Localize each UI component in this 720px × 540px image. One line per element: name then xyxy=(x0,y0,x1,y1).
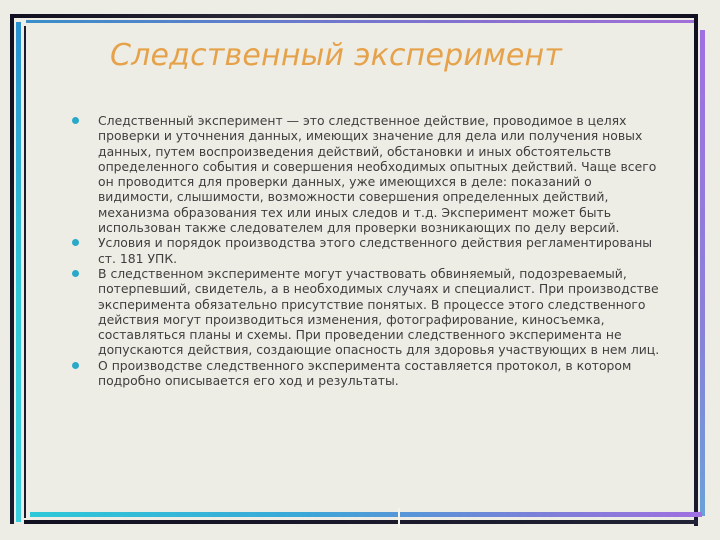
frame-bottom-tick xyxy=(398,508,400,528)
frame-left-dark xyxy=(10,14,14,524)
bullet-text: Следственный эксперимент — это следственное действие, проводимое в целях проверки и уточнения данных, имеющих значение для дела или получения новых данных, путем воспроизведения действий, обстановки и иных обстоятельств определенного события и совершения необходимых опытных действий. Чаще всего он проводится для проверки данных, уже имеющихся в деле: показаний о видимости, слышимости, возможности совершения определенных действий, механизма образования тех или иных следов и т.д. Эксперимент может быть использован также следователем для проверки возникающих по делу версий. xyxy=(98,113,657,236)
bullet-text: О производстве следственного эксперимента составляется протокол, в котором подробно описывается его ход и результаты. xyxy=(98,357,632,389)
bullet-dot-icon xyxy=(72,239,79,246)
bullet-text: В следственном эксперименте могут участвовать обвиняемый, подозреваемый, потерпевший, свидетель, а в необходимых случаях и специалист. При производстве эксперимента обязательно присутствие понятых. В процессе этого следственного действия могут производиться изменения, фотографирование, киносъемка, составляться планы и схемы. При проведении следственного эксперимента не допускаются действия, создающие опасность для здоровья участвующих в нем лиц. xyxy=(98,265,660,358)
slide-title: Следственный эксперимент xyxy=(110,38,563,73)
frame-left-blue xyxy=(16,22,21,522)
frame-top-inner xyxy=(26,20,694,23)
bullet-list xyxy=(72,113,664,388)
bullet-item xyxy=(72,266,664,358)
bullet-dot-icon xyxy=(72,117,79,124)
frame-right-purple xyxy=(700,30,705,516)
frame-bottom-blue xyxy=(30,512,702,517)
bullet-item xyxy=(72,235,664,266)
bullet-item xyxy=(72,113,664,235)
frame-right-dark xyxy=(694,14,698,526)
bullet-text: Условия и порядок производства этого следственного действия регламентированы ст. 181 УПК. xyxy=(98,235,653,266)
bullet-item xyxy=(72,358,664,389)
bullet-dot-icon xyxy=(72,362,79,369)
frame-top-outer xyxy=(10,14,695,18)
frame-bottom-dark xyxy=(24,520,698,524)
frame-left-inner xyxy=(24,26,26,518)
bullet-dot-icon xyxy=(72,270,79,277)
